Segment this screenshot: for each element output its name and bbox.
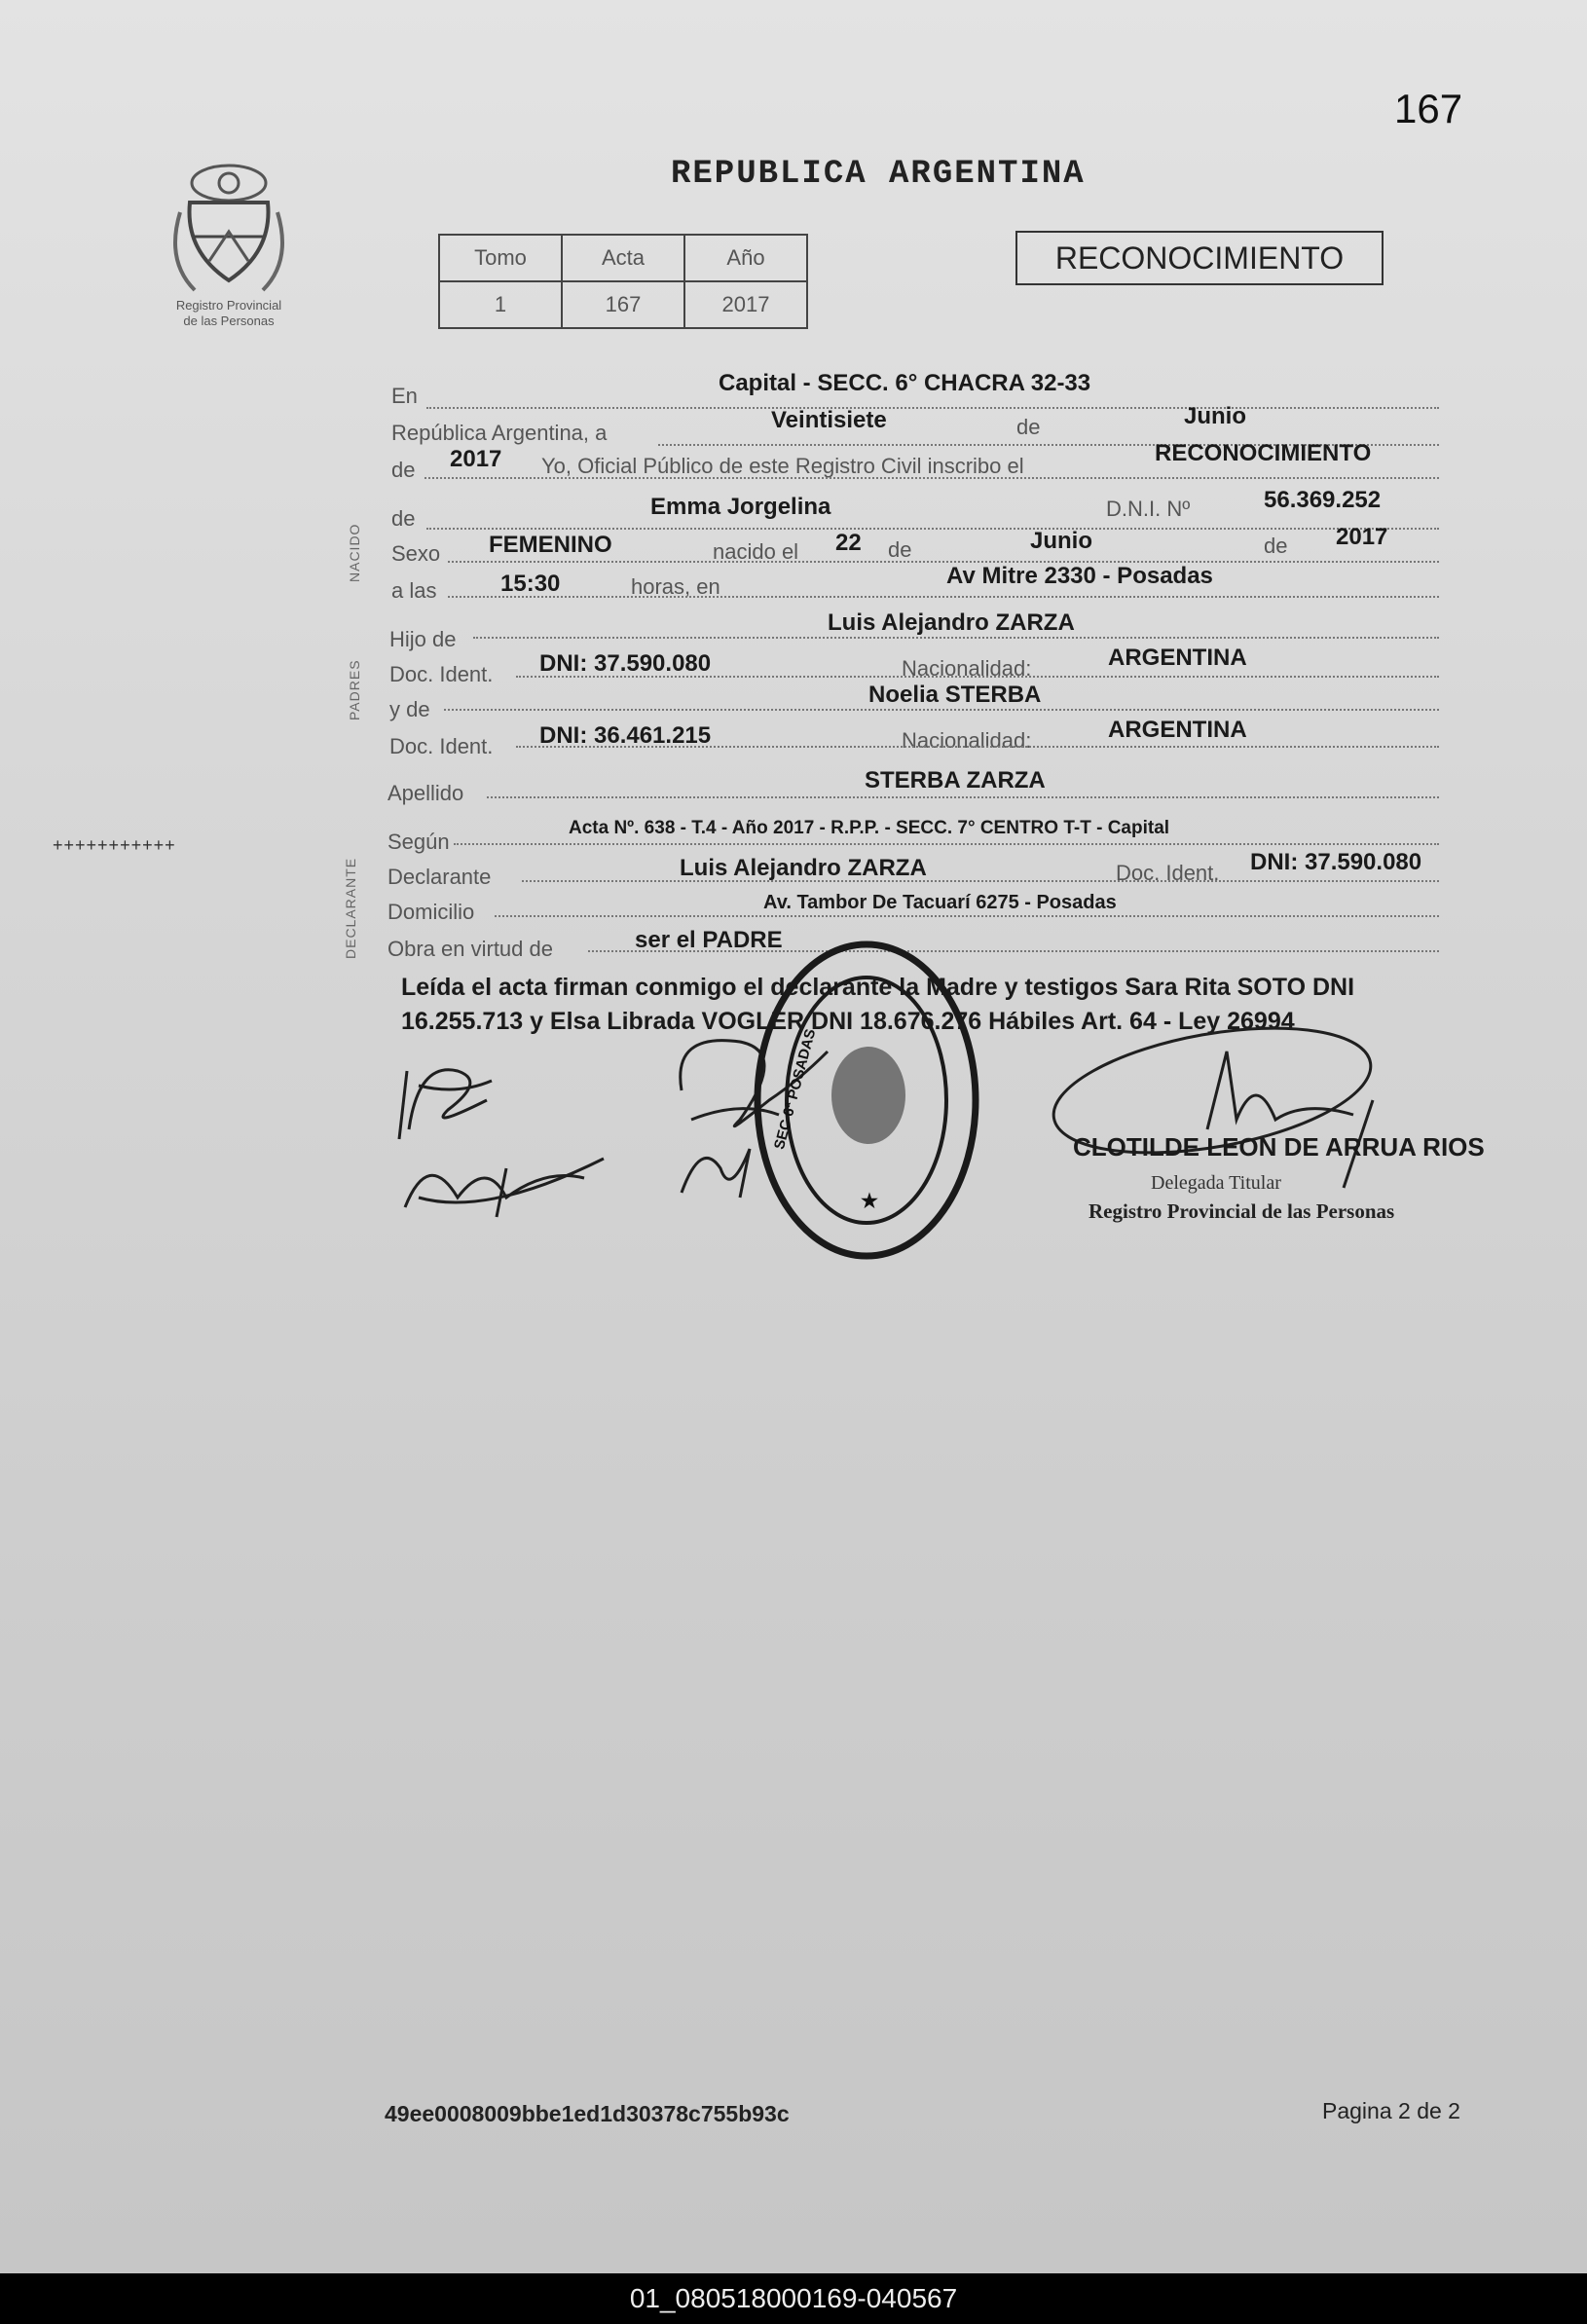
label-nacionalidad-2: Nacionalidad:: [902, 728, 1032, 753]
value-child-name: Emma Jorgelina: [650, 494, 831, 520]
value-month: Junio: [1184, 403, 1246, 429]
value-according-to: Acta Nº. 638 - T.4 - Año 2017 - R.P.P. - SECC. 7° CENTRO T-T - Capital: [569, 818, 1170, 838]
label-nacionalidad-1: Nacionalidad:: [902, 656, 1032, 681]
value-year: 2017: [450, 446, 502, 472]
value-declarant: Luis Alejandro ZARZA: [680, 855, 927, 881]
registry-value-anio: 2017: [684, 281, 807, 328]
label-hijo-de: Hijo de: [389, 627, 457, 651]
label-doc-ident-1: Doc. Ident.: [389, 662, 494, 686]
official-name: CLOTILDE LEON DE ARRUA RIOS: [1073, 1132, 1485, 1162]
value-birth-year: 2017: [1336, 524, 1388, 550]
label-segun: Según: [388, 830, 450, 854]
side-label-padres: PADRES: [347, 659, 362, 720]
label-y-de: y de: [389, 697, 430, 721]
value-father-nationality: ARGENTINA: [1108, 645, 1247, 671]
registry-header-acta: Acta: [562, 235, 684, 281]
official-role: Delegada Titular: [1151, 1172, 1281, 1194]
value-child-dni: 56.369.252: [1264, 487, 1382, 513]
value-mother-name: Noelia STERBA: [868, 682, 1042, 708]
stamp-inner-text: SEC 6ª POSADAS: [771, 1027, 820, 1152]
label-a-las: a las: [391, 578, 437, 603]
registry-value-tomo: 1: [439, 281, 562, 328]
value-birth-time: 15:30: [500, 571, 561, 597]
registry-value-acta: 167: [562, 281, 684, 328]
value-place: Capital - SECC. 6° CHACRA 32-33: [719, 370, 1091, 396]
label-declarante: Declarante: [388, 865, 492, 889]
label-officer-text: Yo, Oficial Público de este Registro Civil inscribo el: [541, 454, 1024, 478]
label-de-birthmonth: de: [888, 537, 912, 562]
label-domicilio: Domicilio: [388, 900, 475, 924]
value-act: RECONOCIMIENTO: [1155, 440, 1372, 466]
left-margin-marks: +++++++++++: [53, 835, 176, 855]
label-obra: Obra en virtud de: [388, 937, 553, 961]
label-doc-ident-2: Doc. Ident.: [389, 734, 494, 758]
value-declarant-doc: DNI: 37.590.080: [1250, 849, 1422, 875]
signature-declarant: [399, 1070, 492, 1139]
value-birth-day: 22: [835, 530, 862, 556]
value-father-name: Luis Alejandro ZARZA: [828, 609, 1075, 636]
label-de-month: de: [1016, 415, 1041, 439]
signature-witness-2: [682, 1149, 750, 1198]
document-title: REPUBLICA ARGENTINA: [671, 156, 1086, 193]
label-de-year: de: [391, 458, 416, 482]
emblem-caption-line-1: Registro Provincial: [175, 298, 282, 313]
closing-statement: Leída el acta firman conmigo el declarante la Madre y testigos Sara Rita SOTO DNI 16.255.713 y Elsa Librada VOGLER DNI 18.676.276 Hábiles Art. 64 - Ley 26994: [401, 974, 1355, 1035]
label-nacido: nacido el: [713, 539, 799, 564]
label-en: En: [391, 384, 418, 408]
svg-text:★: ★: [861, 1191, 878, 1212]
value-birth-month: Junio: [1030, 528, 1092, 554]
registry-header-tomo: Tomo: [439, 235, 562, 281]
page-number: 167: [1394, 86, 1463, 131]
label-de-name: de: [391, 506, 416, 531]
side-label-nacido: NACIDO: [347, 523, 362, 582]
pagination: Pagina 2 de 2: [1322, 2098, 1460, 2123]
registry-header-anio: Año: [684, 235, 807, 281]
value-surname: STERBA ZARZA: [865, 767, 1046, 793]
value-sex: FEMENINO: [489, 532, 612, 558]
value-day-text: Veintisiete: [771, 407, 887, 433]
official-registry: Registro Provincial de las Personas: [1089, 1199, 1395, 1223]
label-doc-ident-3: Doc. Ident.: [1116, 861, 1220, 885]
value-by-virtue-of: ser el PADRE: [635, 927, 783, 953]
label-de-birthyear: de: [1264, 534, 1288, 558]
value-mother-nationality: ARGENTINA: [1108, 717, 1247, 743]
label-sexo: Sexo: [391, 541, 441, 566]
emblem-caption-line-2: de las Personas: [183, 314, 275, 328]
label-republica: República Argentina, a: [391, 421, 608, 445]
side-label-declarante: DECLARANTE: [343, 857, 358, 959]
label-dni-no: D.N.I. Nº: [1106, 497, 1191, 521]
signature-mother: [405, 1159, 604, 1217]
act-type-box: RECONOCIMIENTO: [1015, 231, 1384, 285]
value-birth-place: Av Mitre 2330 - Posadas: [946, 563, 1213, 589]
label-apellido: Apellido: [388, 781, 464, 805]
value-mother-doc: DNI: 36.461.215: [539, 722, 712, 749]
footer-id-bar: 01_080518000169-040567: [0, 2273, 1587, 2324]
label-horas-en: horas, en: [631, 574, 720, 599]
document-hash: 49ee0008009bbe1ed1d30378c755b93c: [385, 2101, 790, 2126]
value-father-doc: DNI: 37.590.080: [539, 650, 712, 677]
value-address: Av. Tambor De Tacuarí 6275 - Posadas: [763, 892, 1117, 913]
